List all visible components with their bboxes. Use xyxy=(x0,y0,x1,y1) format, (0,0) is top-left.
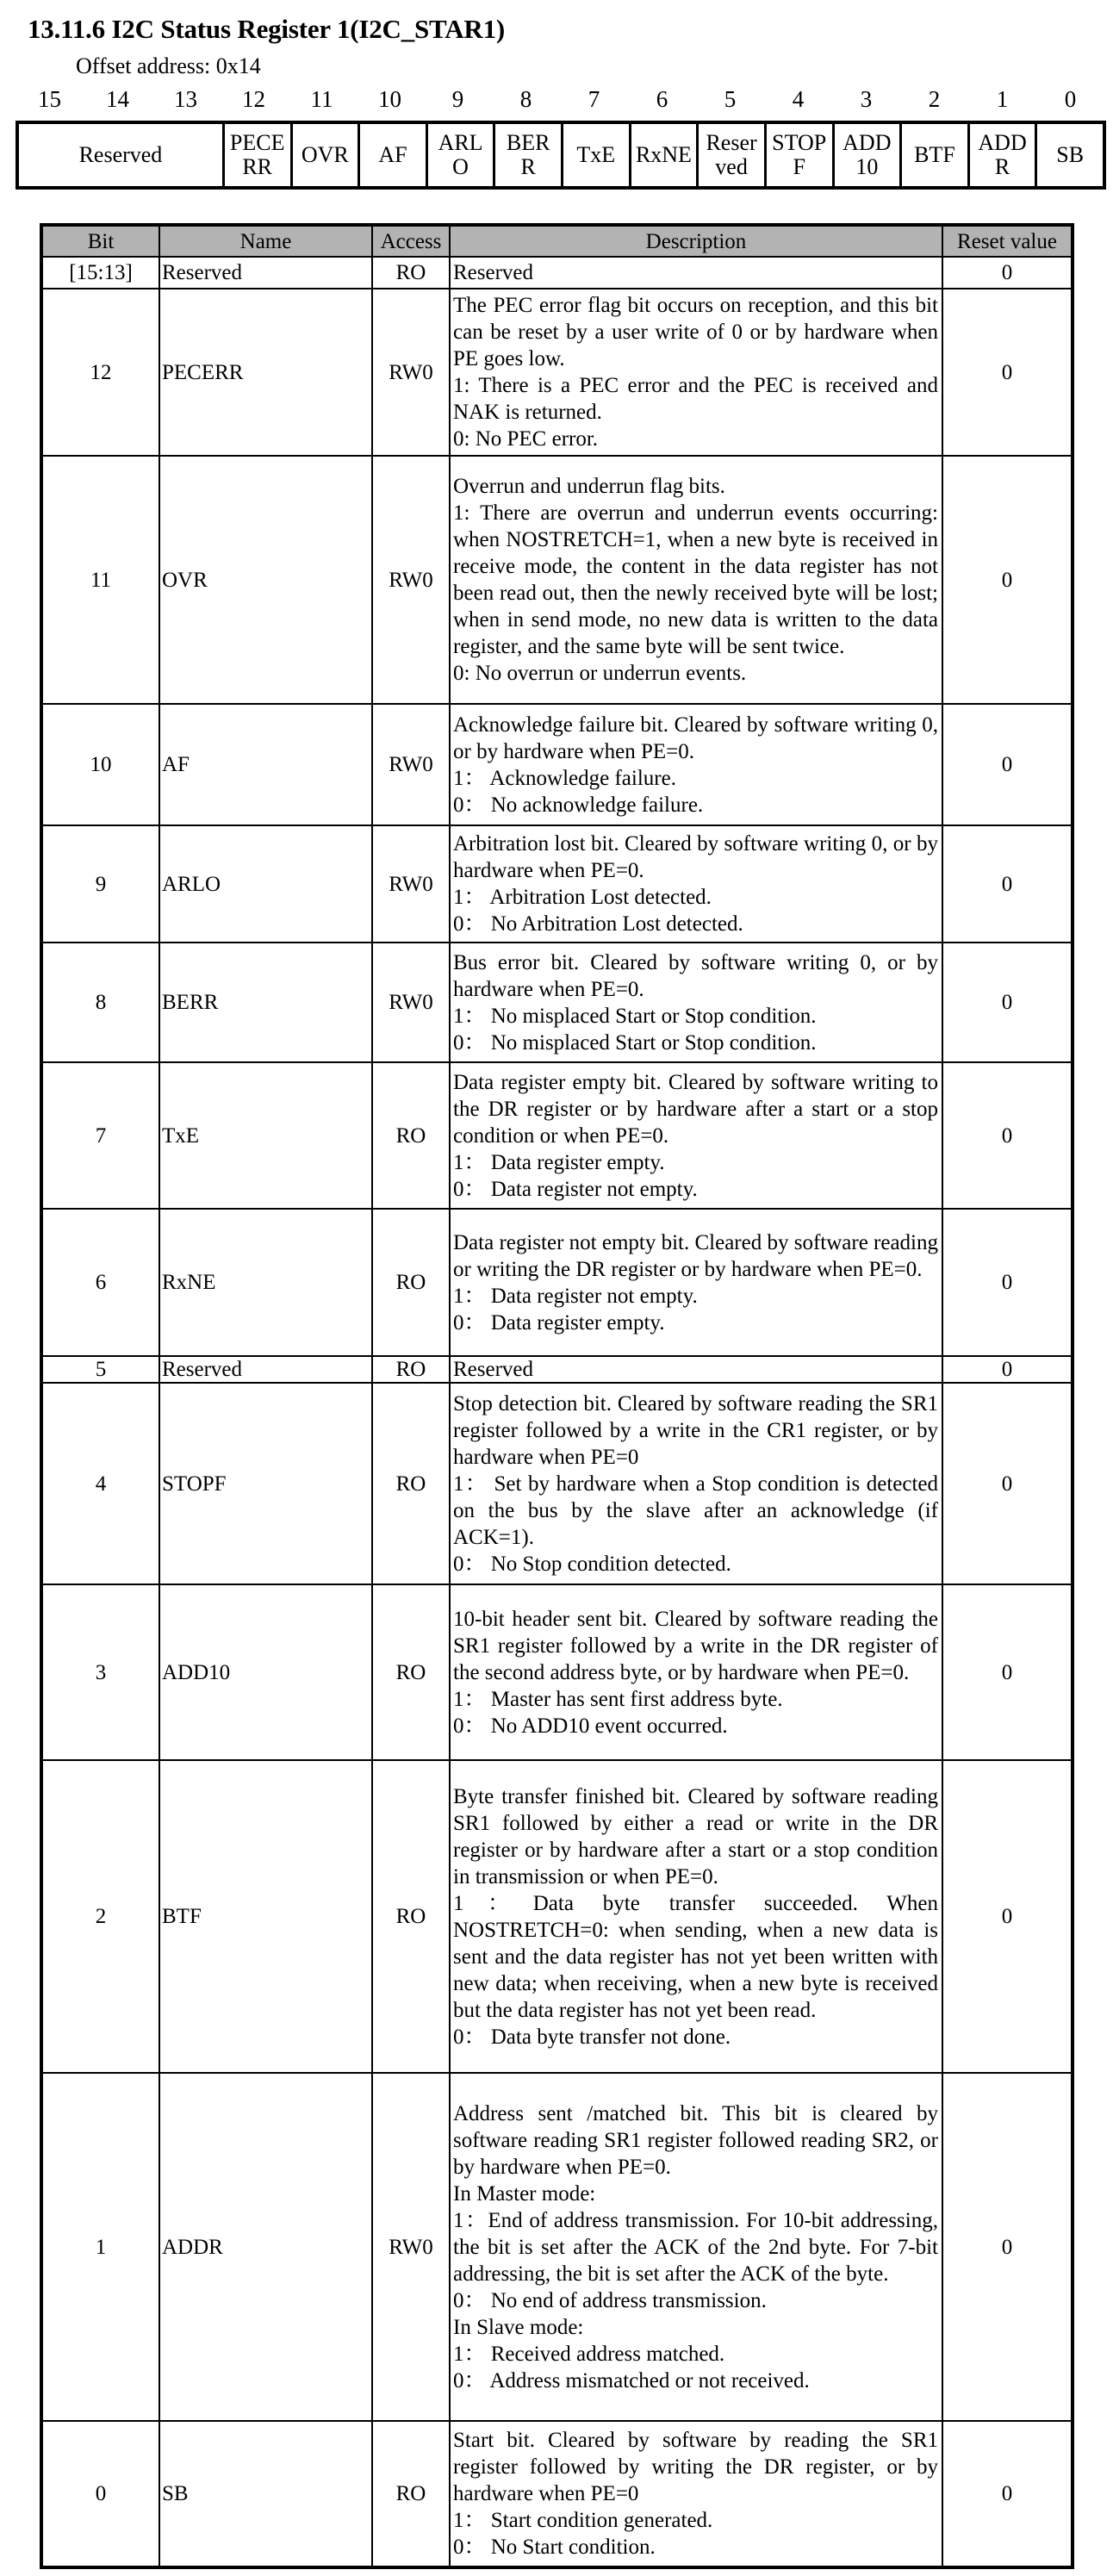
cell-description xyxy=(450,1209,942,1356)
table-row xyxy=(41,289,1073,456)
register-field: ADD R xyxy=(967,124,1035,186)
description-line: 1： Data register empty. xyxy=(453,1150,665,1174)
table-row xyxy=(41,1760,1073,2073)
col-header-name: Name xyxy=(159,225,372,257)
cell-reset-value: 0 xyxy=(942,1760,1073,2073)
bit-number: 15 xyxy=(38,86,61,112)
description-line: Arbitration lost bit. Cleared by software writing 0, or by hardware when PE=0. xyxy=(453,832,938,882)
description-line: 1： Arbitration Lost detected. xyxy=(453,886,712,909)
table-row xyxy=(41,943,1073,1062)
cell-bit: 4 xyxy=(41,1383,159,1584)
register-description-table xyxy=(40,223,1074,2569)
cell-access: RW0 xyxy=(372,704,450,825)
cell-access: RW0 xyxy=(372,943,450,1062)
register-field: SB xyxy=(1035,124,1103,186)
cell-bit: [15:13] xyxy=(41,257,159,289)
cell-bit: 10 xyxy=(41,704,159,825)
cell-access: RW0 xyxy=(372,825,450,943)
cell-description xyxy=(450,2421,942,2567)
bit-number: 7 xyxy=(588,86,600,112)
cell-name: ADD10 xyxy=(159,1584,372,1760)
cell-description xyxy=(450,1760,942,2073)
table-row xyxy=(41,257,1073,289)
col-header-access: Access xyxy=(372,225,450,257)
cell-name: ADDR xyxy=(159,2073,372,2421)
description-line: The PEC error flag bit occurs on reception, and this bit can be reset by a user write of 0 or by hardware when PE goes low. xyxy=(453,294,938,370)
cell-access: RO xyxy=(372,1383,450,1584)
description-line: 0： No end of address transmission. xyxy=(453,2288,767,2312)
register-field: PECE RR xyxy=(222,124,290,186)
description-line: Data register not empty bit. Cleared by software reading or writing the DR register or by hardware when PE=0. xyxy=(453,1230,939,1281)
col-header-reset: Reset value xyxy=(942,225,1073,257)
description-line: Address sent /matched bit. This bit is cleared by software reading SR1 register followed reading SR2, or by hardware when PE=0. xyxy=(453,2101,938,2179)
cell-access: RO xyxy=(372,257,450,289)
bit-number: 9 xyxy=(451,86,464,112)
cell-name: SB xyxy=(159,2421,372,2567)
description-line: 1: There are overrun and underrun events occurring: when NOSTRETCH=1, when a new byte is received in receive mode, the content in the data register has not been read out, then the newly received byte will be lost; when in send mode, no new data is written to the data register, and the same byte will be sent twice. xyxy=(453,501,938,658)
cell-name: OVR xyxy=(159,456,372,704)
cell-reset-value: 0 xyxy=(942,704,1073,825)
cell-reset-value: 0 xyxy=(942,1062,1073,1209)
description-line: Acknowledge failure bit. Cleared by software writing 0, or by hardware when PE=0. xyxy=(453,712,938,763)
bit-number: 2 xyxy=(928,86,941,112)
cell-bit: 7 xyxy=(41,1062,159,1209)
table-row xyxy=(41,1584,1073,1760)
cell-reset-value: 0 xyxy=(942,289,1073,456)
cell-description xyxy=(450,2073,942,2421)
cell-reset-value: 0 xyxy=(942,1209,1073,1356)
register-field: AF xyxy=(358,124,426,186)
cell-access: RW0 xyxy=(372,2073,450,2421)
register-field: BTF xyxy=(899,124,967,186)
description-line: 1：Data byte transfer succeeded. When NOSTRETCH=0: when sending, when a new data is sent and the data register has not yet been written with new data; when receiving, when a new byte is received but the data register has not yet been read. xyxy=(453,1891,938,2022)
description-line: In Master mode: xyxy=(453,2181,596,2206)
cell-name: PECERR xyxy=(159,289,372,456)
cell-name: AF xyxy=(159,704,372,825)
description-line: Bus error bit. Cleared by software writing 0, or by hardware when PE=0. xyxy=(453,950,938,1001)
table-row xyxy=(41,704,1073,825)
cell-name: RxNE xyxy=(159,1209,372,1356)
col-header-bit: Bit xyxy=(41,225,159,257)
cell-access: RO xyxy=(372,1209,450,1356)
cell-description xyxy=(450,825,942,943)
description-line: 1： Start condition generated. xyxy=(453,2509,713,2532)
register-field: OVR xyxy=(290,124,358,186)
description-line: 0： Data register not empty. xyxy=(453,1177,698,1201)
cell-bit: 5 xyxy=(41,1356,159,1383)
description-line: Data register empty bit. Cleared by software writing to the DR register or by hardware after a start or a stop condition or when PE=0. xyxy=(453,1070,938,1148)
register-field: Reser ved xyxy=(696,124,764,186)
cell-description xyxy=(450,1356,942,1383)
cell-reset-value: 0 xyxy=(942,2073,1073,2421)
cell-reset-value: 0 xyxy=(942,1584,1073,1760)
cell-description xyxy=(450,1584,942,1760)
description-line: 0： No Arbitration Lost detected. xyxy=(453,912,743,936)
description-line: Overrun and underrun flag bits. xyxy=(453,475,725,498)
description-line: 0: No overrun or underrun events. xyxy=(453,662,747,685)
description-line: 10-bit header sent bit. Cleared by software reading the SR1 register followed by a write in the DR register of the second address byte, or by hardware when PE=0. xyxy=(453,1607,938,1684)
cell-reset-value: 0 xyxy=(942,456,1073,704)
description-line: 1： Received address matched. xyxy=(453,2342,725,2366)
cell-name: BERR xyxy=(159,943,372,1062)
description-line: In Slave mode: xyxy=(453,2315,584,2339)
description-line: 0： No acknowledge failure. xyxy=(453,793,704,817)
bit-number: 6 xyxy=(656,86,668,112)
description-line: 0： No Stop condition detected. xyxy=(453,1552,731,1576)
bit-number: 14 xyxy=(106,86,129,112)
description-line: Reserved xyxy=(453,261,534,284)
bit-number: 1 xyxy=(996,86,1009,112)
table-row xyxy=(41,456,1073,704)
register-field: ADD 10 xyxy=(832,124,900,186)
cell-name: BTF xyxy=(159,1760,372,2073)
register-field: STOP F xyxy=(764,124,832,186)
bit-number: 0 xyxy=(1064,86,1077,112)
bit-number: 12 xyxy=(242,86,265,112)
table-header-row xyxy=(41,225,1073,257)
table-row xyxy=(41,2073,1073,2421)
description-line: 0： Address mismatched or not received. xyxy=(453,2368,810,2392)
cell-description xyxy=(450,1383,942,1584)
bit-number: 8 xyxy=(519,86,532,112)
description-line: 1： Set by hardware when a Stop condition is detected on the bus by the slave after an acknowledge (if ACK=1). xyxy=(453,1472,938,1549)
description-line: Start bit. Cleared by software by reading the SR1 register followed by writing the DR register, or by hardware when PE=0 xyxy=(453,2429,938,2505)
table-row xyxy=(41,2421,1073,2567)
bit-number: 13 xyxy=(174,86,197,112)
register-field: RxNE xyxy=(629,124,697,186)
table-row xyxy=(41,1356,1073,1383)
description-line: 1： Data register not empty. xyxy=(453,1284,698,1308)
description-line: Reserved xyxy=(453,1358,534,1381)
description-line: 0： Data register empty. xyxy=(453,1310,665,1335)
cell-bit: 1 xyxy=(41,2073,159,2421)
description-line: 0： No ADD10 event occurred. xyxy=(453,1714,728,1738)
cell-bit: 2 xyxy=(41,1760,159,2073)
cell-description xyxy=(450,456,942,704)
cell-access: RO xyxy=(372,1584,450,1760)
cell-description xyxy=(450,257,942,289)
cell-description xyxy=(450,943,942,1062)
description-line: 1： No misplaced Start or Stop condition. xyxy=(453,1004,817,1028)
table-row xyxy=(41,1209,1073,1356)
cell-bit: 11 xyxy=(41,456,159,704)
cell-access: RO xyxy=(372,2421,450,2567)
cell-bit: 9 xyxy=(41,825,159,943)
bit-number: 3 xyxy=(860,86,873,112)
cell-name: STOPF xyxy=(159,1383,372,1584)
register-field: TxE xyxy=(561,124,629,186)
cell-description xyxy=(450,289,942,456)
bit-number: 4 xyxy=(792,86,805,112)
description-line: 1： Master has sent first address byte. xyxy=(453,1687,783,1711)
register-field: ARL O xyxy=(426,124,494,186)
cell-reset-value: 0 xyxy=(942,257,1073,289)
cell-reset-value: 0 xyxy=(942,943,1073,1062)
description-line: 1：End of address transmission. For 10-bit addressing, the bit is set after the ACK of the 2nd byte. For 7-bit addressing, the bit is set after the ACK of the byte. xyxy=(453,2208,938,2286)
cell-access: RW0 xyxy=(372,289,450,456)
cell-reset-value: 0 xyxy=(942,825,1073,943)
cell-bit: 0 xyxy=(41,2421,159,2567)
register-field: Reserved xyxy=(78,142,163,167)
cell-bit: 6 xyxy=(41,1209,159,1356)
cell-bit: 12 xyxy=(41,289,159,456)
bit-number: 11 xyxy=(310,86,333,112)
bit-number: 5 xyxy=(724,86,737,112)
cell-name: ARLO xyxy=(159,825,372,943)
description-line: 0： No Start condition. xyxy=(453,2536,656,2559)
cell-access: RW0 xyxy=(372,456,450,704)
cell-access: RO xyxy=(372,1760,450,2073)
description-line: Byte transfer finished bit. Cleared by software reading SR1 followed by either a read or write in the DR register or by hardware after a start or a stop condition in transmission or when PE=0. xyxy=(453,1784,938,1888)
description-line: 1： Acknowledge failure. xyxy=(453,766,676,790)
cell-name: TxE xyxy=(159,1062,372,1209)
table-row xyxy=(41,825,1073,943)
cell-name: Reserved xyxy=(159,1356,372,1383)
offset-address: Offset address: 0x14 xyxy=(76,53,261,78)
cell-reset-value: 0 xyxy=(942,2421,1073,2567)
section-title: 13.11.6 I2C Status Register 1(I2C_STAR1) xyxy=(28,14,506,44)
register-field: BER R xyxy=(493,124,561,186)
cell-bit: 8 xyxy=(41,943,159,1062)
description-line: 1: There is a PEC error and the PEC is received and NAK is returned. xyxy=(453,374,938,424)
cell-reset-value: 0 xyxy=(942,1383,1073,1584)
bit-number-row xyxy=(16,86,1104,117)
bit-number: 10 xyxy=(378,86,401,112)
cell-reset-value: 0 xyxy=(942,1356,1073,1383)
cell-access: RO xyxy=(372,1062,450,1209)
description-line: 0: No PEC error. xyxy=(453,427,599,451)
table-row xyxy=(41,1383,1073,1584)
cell-bit: 3 xyxy=(41,1584,159,1760)
table-row xyxy=(41,1062,1073,1209)
register-bit-layout xyxy=(16,121,1106,190)
description-line: 0： No misplaced Start or Stop condition. xyxy=(453,1030,817,1055)
cell-description xyxy=(450,704,942,825)
cell-access: RO xyxy=(372,1356,450,1383)
cell-description xyxy=(450,1062,942,1209)
description-line: 0： Data byte transfer not done. xyxy=(453,2025,731,2049)
col-header-description: Description xyxy=(450,225,942,257)
description-line: Stop detection bit. Cleared by software reading the SR1 register followed by a write in the CR1 register, or by hardware when PE=0 xyxy=(453,1391,938,1469)
cell-name: Reserved xyxy=(159,257,372,289)
